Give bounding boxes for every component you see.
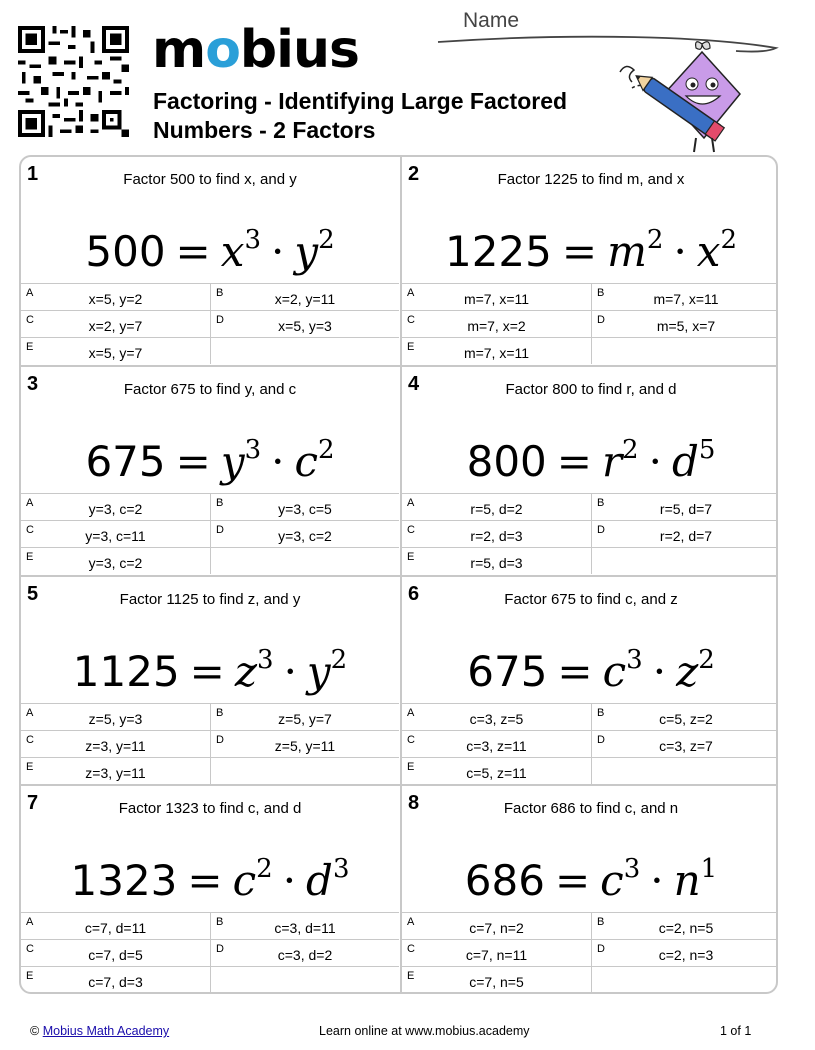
answer-option-b[interactable] — [211, 283, 399, 310]
answer-options — [402, 283, 778, 365]
answer-option-d[interactable] — [211, 730, 399, 757]
logo-drop-letter: o — [205, 20, 240, 80]
answer-option-e[interactable] — [21, 757, 211, 784]
option-value: r=5, d=3 — [470, 555, 523, 571]
option-letter: E — [26, 970, 34, 982]
option-letter: A — [26, 497, 34, 509]
answer-option-e[interactable] — [402, 757, 592, 784]
base-1: r — [601, 437, 623, 486]
option-letter: E — [407, 761, 415, 773]
answer-option-e[interactable] — [21, 337, 211, 364]
option-value: c=2, n=5 — [658, 920, 714, 936]
empty-option-slot — [592, 547, 778, 574]
option-value: m=7, x=2 — [467, 318, 526, 334]
option-letter: A — [26, 707, 34, 719]
dot-operator: · — [650, 856, 664, 905]
option-value: c=3, z=5 — [469, 711, 524, 727]
option-value: m=7, x=11 — [463, 345, 530, 361]
mobius-logo — [152, 20, 359, 80]
base-1: m — [607, 227, 647, 276]
option-value: c=3, d=2 — [277, 947, 333, 963]
exponent-2: 2 — [318, 435, 335, 465]
exponent-1: 3 — [257, 645, 274, 675]
answer-option-e[interactable] — [402, 547, 592, 574]
option-value: c=7, n=2 — [469, 920, 524, 936]
equals-sign: = — [187, 856, 223, 905]
question-number: 6 — [408, 583, 420, 605]
empty-option-slot — [211, 757, 399, 784]
option-value: z=5, y=11 — [274, 738, 336, 754]
answer-option-d[interactable] — [211, 310, 399, 337]
question-number: 5 — [27, 583, 39, 605]
base-2: n — [673, 856, 701, 905]
answer-option-a[interactable] — [402, 283, 592, 310]
answer-option-d[interactable] — [592, 939, 778, 966]
dot-operator: · — [648, 437, 662, 486]
answer-options — [21, 703, 399, 785]
option-value: c=7, d=11 — [84, 920, 147, 936]
question-prompt: Factor 1323 to find c, and d — [118, 800, 302, 817]
answer-option-e[interactable] — [402, 966, 592, 993]
option-value: c=7, n=11 — [465, 947, 528, 963]
answer-option-c[interactable] — [21, 939, 211, 966]
empty-option-slot — [592, 337, 778, 364]
option-letter: E — [407, 551, 415, 563]
answer-option-c[interactable] — [21, 310, 211, 337]
option-value: y=3, c=2 — [278, 528, 332, 544]
dot-operator: · — [271, 437, 285, 486]
dot-operator: · — [652, 647, 667, 696]
option-value: r=2, d=7 — [659, 528, 713, 544]
option-value: y=3, c=2 — [88, 501, 143, 517]
option-letter: D — [216, 524, 224, 536]
base-1: c — [602, 647, 627, 696]
option-letter: D — [216, 943, 224, 955]
exponent-2: 2 — [330, 645, 348, 675]
question-number: 3 — [27, 373, 39, 395]
equals-sign: = — [557, 647, 593, 696]
option-value: x=5, y=2 — [88, 291, 143, 307]
exponent-2: 3 — [332, 854, 350, 884]
option-value: z=3, y=11 — [85, 738, 146, 754]
option-letter: C — [26, 524, 34, 536]
equals-sign: = — [561, 227, 598, 276]
option-value: z=3, y=11 — [85, 765, 146, 781]
equals-sign: = — [175, 227, 211, 276]
question-prompt: Factor 500 to find x, and y — [123, 171, 297, 188]
option-letter: C — [407, 734, 415, 746]
mascot-illustration — [612, 38, 752, 156]
option-letter: B — [597, 497, 605, 509]
exponent-2: 1 — [700, 854, 718, 884]
name-label: Name — [463, 9, 520, 32]
equals-sign: = — [175, 437, 211, 486]
option-value: c=3, d=11 — [274, 920, 336, 936]
answer-option-b[interactable] — [211, 493, 399, 520]
answer-option-c[interactable] — [402, 939, 592, 966]
option-value: y=3, c=11 — [85, 528, 146, 544]
answer-option-b[interactable] — [592, 283, 778, 310]
question-prompt: Factor 686 to find c, and n — [503, 800, 679, 817]
answer-option-a[interactable] — [402, 912, 592, 939]
option-value: m=7, x=11 — [463, 291, 530, 307]
option-value: x=2, y=11 — [274, 291, 336, 307]
qr-code-image — [18, 26, 129, 137]
empty-option-slot — [592, 966, 778, 993]
option-letter: B — [216, 497, 224, 509]
option-value: z=5, y=3 — [88, 711, 143, 727]
option-value: r=5, d=7 — [659, 501, 713, 517]
question-prompt: Factor 1125 to find z, and y — [119, 591, 301, 608]
option-value: m=7, x=11 — [653, 291, 719, 307]
equation-number: 1323 — [70, 856, 178, 905]
question-cell — [21, 577, 399, 785]
option-value: m=5, x=7 — [656, 318, 716, 334]
question-cell — [402, 157, 778, 365]
option-letter: D — [597, 943, 605, 955]
answer-option-c[interactable] — [402, 730, 592, 757]
base-1: x — [220, 227, 245, 276]
answer-options — [402, 493, 778, 575]
equation-number: 1225 — [444, 227, 552, 276]
option-letter: C — [407, 314, 415, 326]
option-value: c=5, z=2 — [659, 711, 713, 727]
base-1: z — [234, 647, 258, 696]
option-value: z=5, y=7 — [278, 711, 332, 727]
answer-option-a[interactable] — [21, 493, 211, 520]
equation-number: 800 — [466, 437, 547, 486]
base-2: d — [671, 437, 699, 486]
worksheet-title: Factoring - Identifying Large Factored Numbers - 2 Factors — [153, 88, 568, 143]
option-letter: A — [26, 287, 34, 299]
question-prompt: Factor 675 to find c, and z — [504, 591, 678, 608]
question-prompt: Factor 1225 to find m, and x — [497, 171, 685, 188]
option-value: c=3, z=7 — [659, 738, 713, 754]
factored-equation — [21, 625, 399, 695]
empty-option-slot — [211, 547, 399, 574]
empty-option-slot — [592, 757, 778, 784]
factored-equation — [402, 415, 778, 485]
answer-option-d[interactable] — [211, 939, 399, 966]
answer-option-b[interactable] — [211, 703, 399, 730]
answer-option-b[interactable] — [592, 493, 778, 520]
option-letter: B — [216, 707, 224, 719]
answer-option-a[interactable] — [21, 703, 211, 730]
exponent-2: 2 — [720, 225, 738, 255]
option-value: y=3, c=2 — [88, 555, 143, 571]
exponent-1: 2 — [256, 854, 273, 884]
base-1: y — [220, 437, 245, 486]
equation-number: 686 — [464, 856, 545, 905]
option-value: x=2, y=7 — [88, 318, 143, 334]
base-2: d — [306, 856, 333, 905]
exponent-2: 2 — [698, 645, 715, 675]
exponent-2: 5 — [698, 435, 716, 465]
questions-grid — [19, 155, 778, 994]
answer-option-c[interactable] — [402, 520, 592, 547]
option-value: x=5, y=7 — [88, 345, 143, 361]
exponent-2: 2 — [318, 225, 335, 255]
option-letter: C — [407, 943, 415, 955]
base-2: z — [676, 647, 699, 696]
option-letter: D — [597, 524, 605, 536]
answer-options — [402, 912, 778, 994]
option-letter: B — [597, 916, 605, 928]
option-letter: A — [26, 916, 34, 928]
question-prompt: Factor 675 to find y, and c — [123, 381, 297, 398]
answer-option-a[interactable] — [402, 493, 592, 520]
dot-operator: · — [673, 227, 687, 276]
base-2: c — [294, 437, 318, 486]
option-letter: D — [597, 734, 605, 746]
option-letter: E — [26, 551, 34, 563]
option-value: c=7, d=3 — [88, 974, 143, 990]
equals-sign: = — [554, 856, 591, 905]
question-cell — [402, 786, 778, 994]
equals-sign: = — [189, 647, 225, 696]
equals-sign: = — [556, 437, 592, 486]
option-letter: E — [407, 970, 415, 982]
question-cell — [402, 367, 778, 575]
answer-option-e[interactable] — [21, 547, 211, 574]
option-value: c=3, z=11 — [466, 738, 527, 754]
answer-option-e[interactable] — [402, 337, 592, 364]
option-letter: A — [407, 287, 415, 299]
option-letter: B — [216, 916, 224, 928]
option-letter: B — [216, 287, 224, 299]
exponent-1: 3 — [626, 645, 643, 675]
answer-options — [21, 912, 399, 994]
option-value: y=3, c=5 — [278, 501, 332, 517]
base-1: c — [600, 856, 624, 905]
exponent-1: 3 — [244, 435, 262, 465]
option-value: c=7, d=5 — [88, 947, 143, 963]
option-letter: D — [216, 314, 224, 326]
answer-option-d[interactable] — [592, 730, 778, 757]
page-number: 1 of 1 — [720, 1024, 752, 1038]
factored-equation — [402, 625, 778, 695]
option-letter: B — [597, 287, 605, 299]
exponent-1: 3 — [244, 225, 261, 255]
option-letter: A — [407, 707, 415, 719]
option-letter: B — [597, 707, 605, 719]
answer-option-e[interactable] — [21, 966, 211, 993]
answer-option-d[interactable] — [592, 520, 778, 547]
equation-number: 675 — [85, 437, 166, 486]
exponent-1: 3 — [623, 854, 641, 884]
answer-option-c[interactable] — [21, 730, 211, 757]
exponent-1: 2 — [622, 435, 639, 465]
mobius-academy-link[interactable]: Mobius Math Academy — [42, 1024, 170, 1038]
factored-equation — [402, 834, 778, 904]
equation-number: 500 — [85, 227, 166, 276]
question-cell — [402, 577, 778, 785]
answer-options — [402, 703, 778, 785]
answer-option-c[interactable] — [21, 520, 211, 547]
base-2: y — [294, 227, 319, 276]
option-value: c=2, n=3 — [658, 947, 714, 963]
question-number: 2 — [408, 163, 420, 185]
option-letter: C — [26, 943, 34, 955]
answer-option-d[interactable] — [592, 310, 778, 337]
option-letter: C — [26, 314, 34, 326]
copyright-symbol: © — [30, 1024, 40, 1038]
option-letter: E — [407, 341, 415, 353]
footer-learn-online: Learn online at www.mobius.academy — [319, 1024, 530, 1038]
dot-operator: · — [282, 856, 297, 905]
question-number: 8 — [408, 792, 420, 814]
answer-options — [21, 283, 399, 365]
option-value: c=5, z=11 — [466, 765, 527, 781]
answer-option-a[interactable] — [21, 283, 211, 310]
empty-option-slot — [211, 337, 399, 364]
answer-option-c[interactable] — [402, 310, 592, 337]
question-cell — [21, 786, 399, 994]
factored-equation — [21, 415, 399, 485]
logo-text: mobius — [152, 20, 359, 80]
option-letter: A — [407, 916, 415, 928]
option-letter: C — [26, 734, 34, 746]
footer-copyright — [30, 1024, 169, 1038]
exponent-1: 2 — [646, 225, 664, 255]
answer-options — [21, 493, 399, 575]
option-letter: C — [407, 524, 415, 536]
empty-option-slot — [211, 966, 399, 993]
dot-operator: · — [283, 647, 297, 696]
question-number: 7 — [27, 792, 39, 814]
question-cell — [21, 367, 399, 575]
question-cell — [21, 157, 399, 365]
option-value: c=7, n=5 — [469, 974, 524, 990]
factored-equation — [21, 205, 399, 275]
option-value: r=2, d=3 — [470, 528, 523, 544]
option-letter: D — [216, 734, 224, 746]
option-letter: D — [597, 314, 605, 326]
factored-equation — [402, 205, 778, 275]
base-2: y — [306, 647, 331, 696]
question-prompt: Factor 800 to find r, and d — [505, 381, 677, 398]
factored-equation — [21, 834, 399, 904]
answer-option-d[interactable] — [211, 520, 399, 547]
equation-number: 1125 — [72, 647, 180, 696]
dot-operator: · — [270, 227, 285, 276]
answer-option-b[interactable] — [211, 912, 399, 939]
option-value: x=5, y=3 — [278, 318, 332, 334]
answer-option-a[interactable] — [21, 912, 211, 939]
answer-option-b[interactable] — [592, 912, 778, 939]
option-letter: E — [26, 341, 34, 353]
answer-option-a[interactable] — [402, 703, 592, 730]
option-letter: A — [407, 497, 415, 509]
base-2: x — [696, 227, 721, 276]
question-number: 4 — [408, 373, 420, 395]
base-1: c — [232, 856, 257, 905]
option-value: r=5, d=2 — [470, 501, 523, 517]
equation-number: 675 — [467, 647, 548, 696]
answer-option-b[interactable] — [592, 703, 778, 730]
option-letter: E — [26, 761, 34, 773]
question-number: 1 — [27, 163, 39, 185]
